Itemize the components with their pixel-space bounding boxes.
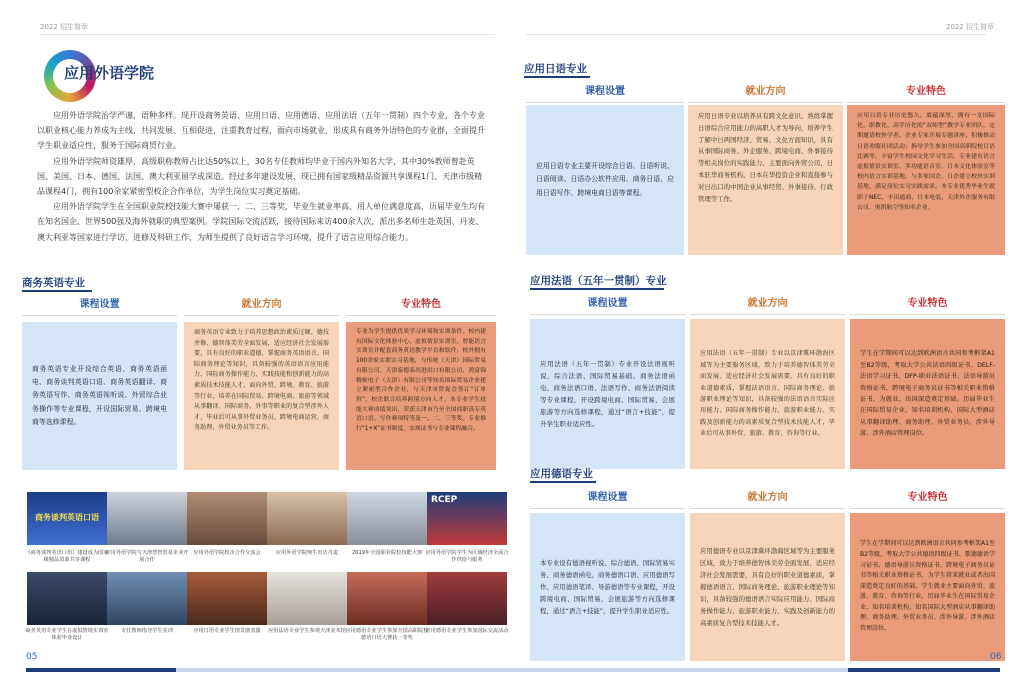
- section-underline: [524, 76, 590, 78]
- column-career: [690, 488, 845, 661]
- column-career: [690, 294, 845, 469]
- photo-caption: 2019年全国职业院校技能大赛: [351, 550, 423, 556]
- column-heading: 课程设置: [585, 86, 625, 97]
- column-curriculum: [530, 294, 685, 469]
- photo-caption: 商务英语专业学生在虚拟情境实训室体验毕业设计: [25, 628, 109, 641]
- photo: [187, 572, 267, 625]
- photo: [347, 572, 427, 625]
- column-heading: 专业特色: [907, 492, 948, 503]
- photo-banner-text: 商务谈判英语口语: [35, 513, 99, 522]
- curriculum-text: 应用法语（五年一贯制）专业开设法语视听说、综合法语、国际贸易基础、商务法语函电、商务法语口语、法语写作、商务法语阅读等专业课程，开设跨境电商、国际贸易、会展旅游等方向选修课程，通过“语言+技能”，提升学生职业适应性。: [530, 319, 685, 469]
- section-title-german: 应用德语专业: [530, 468, 593, 480]
- photo-caption: 应用外语学院师生出访丹麦: [275, 550, 339, 556]
- section-title-french: 应用法语（五年一贯制）专业: [530, 275, 667, 287]
- running-header-right: 2022 招生简章: [946, 23, 995, 31]
- curriculum-text: 应用日语专业主要开设综合日语、日语听说、日语阅读、日语办公软件应用、商务日语、应用日语写作、跨境电商日语等课程。: [526, 105, 684, 255]
- photo: [107, 492, 187, 545]
- column-curriculum: [22, 295, 177, 470]
- column-heading: 就业方向: [745, 86, 786, 97]
- photo: [27, 572, 107, 625]
- footer-bar: [26, 668, 176, 672]
- column-heading: 专业特色: [906, 86, 946, 97]
- photo-caption: 应用日语专业学生情景剧表演: [193, 628, 261, 634]
- section-underline: [530, 481, 596, 483]
- features-text: 专业为学生提供优质学习环境和实训条件。校内建有国际文化体验中心、虚拟情景实训室、智能语言实训室并配套商务英语教学平台和软件；校外拥有100余家实训实习基地，与传统（天津）国际贸易有限公司、天津泰德泰出进出口有限公司、鸿富锦精密电子（天津）有限公司等知名国际贸易企业建立紧密型合作企业，与天津市贸促会签订“订单班”，校企联合培养跨境方向人才。本专业学生技能大赛成绩突出，荣获天津市乃至全国商职高专英语口语、写作赛项特等及一、二、三等奖。专业推行“1+X”证书制度，实现证书与专业课程融合。: [346, 322, 496, 470]
- photo-caption: 应用德语专业学生参加全国高职院校德语口语大赛获一等奖: [345, 628, 429, 641]
- photo: [427, 572, 507, 625]
- page-number-right: 06: [990, 652, 1002, 662]
- photo-caption: 专任教师指导学生实训: [121, 628, 173, 634]
- photo-caption: 应用法语专业学生参观天津美术馆: [268, 628, 346, 634]
- features-text: 应用日语专业历史悠久，底蕴深厚，拥有一支国际化、职教化、高学历化的“双师型”教学专业团队，定期邀请校外学者、企业专家开展专题讲座；积极推动日语劝服社团活动；指导学生参加全国高职院校日语比赛等，丰富学生校园文化学习生活。专业建有语言虚拟情景实训室、多功能语音室、日本文化体验室等校内语言实训基地，与多家国企、日企建立校外实训基地，满足岗位实习实践需求。本专业优秀毕业生就职于NEC、丰田通商、日本电装、天津外企服务有限公司、奥凯航空等知名企业。: [847, 105, 1005, 255]
- curriculum-text: 商务英语专业开设综合英语、商务英语函电、商务谈判英语口语、商务英语翻译、商务英语写作、商务英语视听说、外贸综合业务操作等专业课程，开设国际贸易、跨境电商等选修课程。: [22, 322, 177, 470]
- column-features: [850, 294, 1005, 469]
- photo: [427, 492, 507, 545]
- section-underline: [22, 290, 92, 292]
- photo-caption: 应用德语专业学生参加国际交流活动: [425, 628, 509, 634]
- column-heading: 就业方向: [747, 492, 788, 503]
- column-career: [184, 295, 339, 470]
- college-intro: [37, 108, 485, 245]
- running-header-left: 2022 招生简章: [40, 23, 89, 31]
- footer-bar: [512, 668, 848, 672]
- footer-bar: [848, 668, 1000, 672]
- column-heading: 专业特色: [401, 299, 441, 310]
- college-title: 应用外语学院: [64, 64, 155, 82]
- column-heading: 就业方向: [241, 299, 282, 310]
- photo: [347, 492, 427, 545]
- section-title-business-english: 商务英语专业: [22, 277, 85, 289]
- features-text: 学生在学期间可以达到欧洲语言共同参考框架A1至B2等级，考取大学公共德语四级证书、歌德德语学习证书、德语导游员资格证书、跨境电子商务员证书等相关职业资格证书，为学生将来就业或者出国深造奠定良好的基础。学生就业主要面向外贸、旅游、教育、咨询等行业，历届毕业生在国际贸易企业、知名培训机构、知名国际大型酒店从事翻译助理、商务助理、外贸业务员、涉外导游、涉外酒店管理岗位。: [850, 513, 1005, 661]
- intro-paragraph: 应用外语学院学生在全国职业院校技能大赛中屡获一、二、三等奖，毕业生就业率高、用人单位满意度高，历届毕业生均有在知名国企、世界500强及海外就职的典型案例。学院国际交流活跃，接待国际来访400余人次，派出多名师生赴英国、丹麦、澳大利亚等国家进行学访、进修及科研工作，为师生提供了良好语言学习环境，提升了语言应用综合能力。: [37, 202, 485, 242]
- section-underline: [530, 288, 664, 290]
- curriculum-text: 本专业设有德语视听说、综合德语、国际贸易实务、商务德语函电、商务德语口语、应用德语写作、应用德语笔译、导游德语等专业课程，开设跨境电商、国际贸易、会展旅游等方向选修课程，通过“语言+技能”，提升学生职业适应性。: [530, 513, 685, 661]
- right-page: [512, 0, 1024, 699]
- photo: [27, 492, 107, 545]
- photo-caption: 《商务谈判英语口语》建设成为国家级精品资源共享课程: [25, 550, 109, 563]
- photo-banner-text: RCEP: [431, 495, 458, 505]
- photo-caption: 应用外语学院校企合作交流会: [193, 550, 261, 556]
- section-title-japanese: 应用日语专业: [524, 63, 587, 75]
- column-heading: 课程设置: [587, 492, 628, 503]
- column-features: [850, 488, 1005, 661]
- photo: [107, 572, 187, 625]
- header-divider: [40, 34, 495, 35]
- career-text: 应用日语专业以培养具有跨文化意识、熟练掌握日语综合应用能力的高职人才为导向，培养学生了解中日两国经济、贸易、文化方面知识，具有从事国际商务、外企服务、跨境电商、外事接待等相关岗位的实践能力、主要面向外贸公司、日本驻华商务机构、日本在华投资企业和直接参与对日出口的中国企业从事经贸、外事接待、行政管理等工作。: [688, 105, 843, 255]
- column-heading: 专业特色: [907, 298, 948, 309]
- column-features: [346, 295, 496, 470]
- intro-paragraph: 应用外语学院治学严谨，语种多样。现开设商务英语、应用日语、应用德语、应用法语（五年一贯制）四个专业，各个专业以职业核心能力养成为主线，共同发展、互相促进，注重教育过程，面向市场就业，形成具有商务外语特色的专业群，全面提升学生职业适应性，服务于国际商贸行业。: [37, 111, 485, 151]
- column-heading: 就业方向: [747, 298, 788, 309]
- career-text: 应用法语（五年一贯制）专业以京津冀环渤海区域等为主要服务区域，致力于培养德智体美劳全面发展、适应经济社会发展需要，具有良好的职业道德素质，掌握法语语言、国际商务理论、旅游职业理论等知识，具备较强的法语语言实际应用能力、国际商务操作能力、旅游职业能力、实践及创新能力的高素质复合型技术技能人才，毕业后可从事外贸、旅游、教育、咨询等行业。: [690, 319, 845, 469]
- footer-bar: [176, 668, 512, 672]
- column-career: [688, 82, 843, 255]
- photo: [267, 492, 347, 545]
- career-text: 应用德语专业以京津冀环渤海区域等为主要服务区域，致力于培养德智体美劳全面发展、适应经济社会发展需要，具有良好的职业道德素质，掌握德语语言、国际商务理论、旅游职业理论等知识，具备较强的德语语言实际应用能力、国际商务操作能力、旅游职业能力、实践及创新能力的高素质复合型技术技能人才。: [690, 513, 845, 661]
- photo-caption: 应用外语学院与天津慧智贸易企业开展合作: [105, 550, 189, 563]
- column-heading: 课程设置: [79, 299, 120, 310]
- column-heading: 课程设置: [587, 298, 628, 309]
- column-curriculum: [526, 82, 684, 255]
- career-text: 商务英语专业致力于培养思想政治素质过硬、德技并修、德智体美劳全面发展，适应经济社会发展需要，具有良好的职业道德，掌握商务英语语言、国际商务理论等知识，具备较强的英语语言应用能力、国际商务操作能力、实践技能和创新能力的高素质技术技能人才，面向外贸、跨境、教育、旅游等行业，培养在国际贸易、跨境电商、旅游等领域从事翻译、国际商务、外事等职业的复合型涉外人才，毕业后可从事外贸业务员、跨境电商运营、商务助理、外贸业务员等工作。: [184, 322, 339, 470]
- photo-caption: 应用外语学院学生为区域经济全面合作供给与服务: [425, 550, 509, 563]
- photo: [267, 572, 347, 625]
- photo: [187, 492, 267, 545]
- column-features: [847, 82, 1005, 255]
- page-number-left: 05: [26, 652, 38, 662]
- intro-paragraph: 应用外语学院师资雄厚，高级职称教师占比达50%以上，30名专任教师均毕业于国内外知名大学，其中30%教师曾赴英国、美国、日本、德国、法国、澳大利亚留学或深造。经过多年建设发展，现已拥有国家级精品资源共享课程1门、天津市级精品课程4门，拥有100余家紧密型校企合作单位，为学生岗位实习奠定基础。: [37, 156, 483, 197]
- features-text: 学生在学期间可以达到欧洲语言共同参考框架A1至B2等级，考取大学公共法语四级证书、DELF-法语学习证书、DFP-职业法语证书、法语导游员资格证书，跨境电子商务员证书等相关职业资格证书，为就业、出国深造奠定基础。历届毕业生在国际贸易企业、知名培训机构、国际大型酒店从事翻译助理、商务助理、外贸业务员、涉外导游、涉外酒店管理岗位。: [850, 319, 1005, 469]
- column-curriculum: [530, 488, 685, 661]
- header-divider: [526, 34, 986, 35]
